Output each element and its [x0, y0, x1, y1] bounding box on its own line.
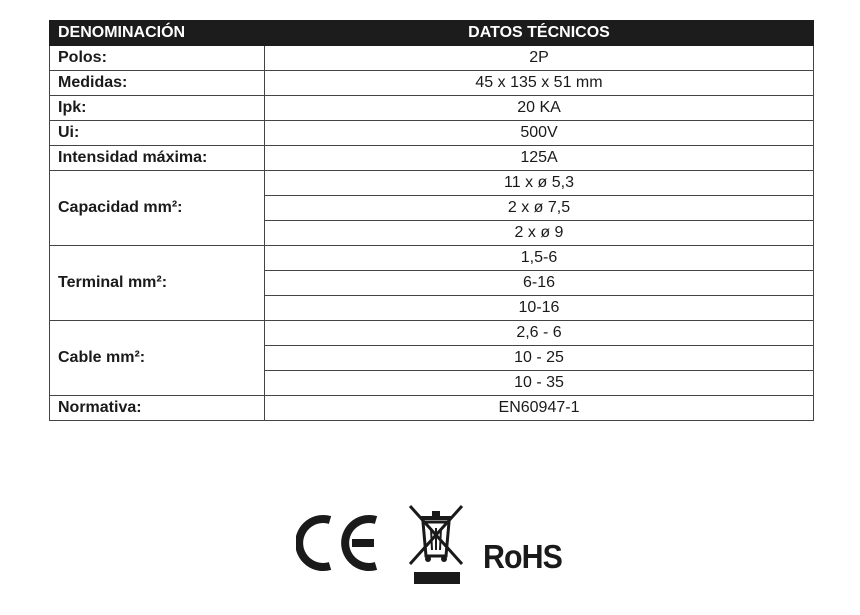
row-value: 2 x ø 9 — [265, 221, 814, 246]
table-row — [50, 46, 814, 71]
row-value: 10 - 25 — [265, 346, 814, 371]
row-value: 20 KA — [265, 96, 814, 121]
table-row — [50, 321, 814, 346]
row-label: Medidas: — [50, 71, 265, 96]
row-value: 2,6 - 6 — [265, 321, 814, 346]
row-value: 2 x ø 7,5 — [265, 196, 814, 221]
row-value: 10 - 35 — [265, 371, 814, 396]
row-label: Normativa: — [50, 396, 265, 421]
rohs-logo: RoHS — [483, 538, 562, 575]
row-value: EN60947-1 — [265, 396, 814, 421]
row-value: 2P — [265, 46, 814, 71]
row-label: Polos: — [50, 46, 265, 71]
table-row — [50, 121, 814, 146]
row-label: Ui: — [50, 121, 265, 146]
row-value: 45 x 135 x 51 mm — [265, 71, 814, 96]
row-value: 500V — [265, 121, 814, 146]
row-value: 10-16 — [265, 296, 814, 321]
row-value: 6-16 — [265, 271, 814, 296]
table-row — [50, 71, 814, 96]
row-label: Capacidad mm²: — [50, 171, 265, 246]
header-denominacion: DENOMINACIÓN — [50, 21, 265, 46]
table-row — [50, 171, 814, 196]
ce-mark-icon — [296, 512, 380, 574]
table-row — [50, 146, 814, 171]
table-body — [50, 46, 814, 421]
certification-logos — [0, 500, 860, 590]
row-label: Terminal mm²: — [50, 246, 265, 321]
table-row — [50, 396, 814, 421]
table-row — [50, 246, 814, 271]
row-value: 11 x ø 5,3 — [265, 171, 814, 196]
row-value: 125A — [265, 146, 814, 171]
row-value: 1,5-6 — [265, 246, 814, 271]
row-label: Intensidad máxima: — [50, 146, 265, 171]
header-datos-tecnicos: DATOS TÉCNICOS — [265, 21, 814, 46]
table-row — [50, 96, 814, 121]
row-label: Cable mm²: — [50, 321, 265, 396]
weee-crossed-bin-icon — [406, 502, 468, 586]
row-label: Ipk: — [50, 96, 265, 121]
technical-data-table — [49, 20, 814, 421]
table-header-row — [50, 21, 814, 46]
